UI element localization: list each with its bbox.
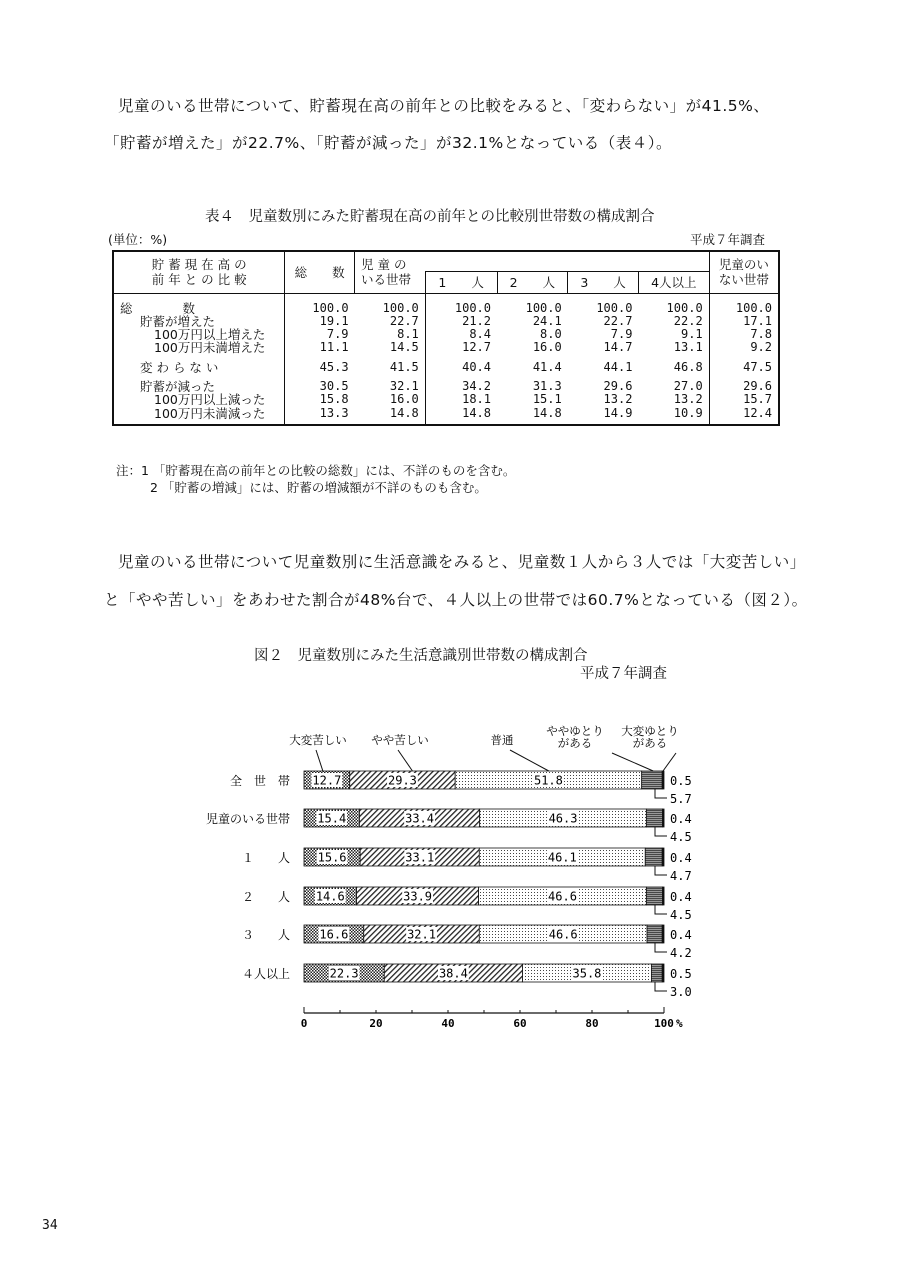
x-tick-label: 20 (369, 1017, 383, 1030)
data-label-very-comfortable: 0.4 (670, 851, 692, 865)
cell-value: 29.6 (603, 378, 633, 393)
page-number: 34 (42, 1218, 58, 1233)
cell-value: 100.0 (285, 293, 355, 315)
data-label: 14.6 (315, 889, 345, 904)
cell-value: 30.5 (285, 374, 355, 393)
paragraph-2-line-1: 児童のいる世帯について児童数別に生活意識をみると、児童数１人から３人では「大変苦しい」 (118, 553, 806, 571)
row-label: 100万円未満増えた (154, 340, 266, 356)
legend-leader-line (612, 753, 653, 771)
cell-value: 12.7 (425, 341, 497, 354)
leader-line (655, 866, 667, 875)
cell-value: 18.1 (425, 393, 497, 406)
paragraph-1-line-1: 児童のいる世帯について、貯蓄現在高の前年との比較をみると、「変わらない」が41.5%、 (118, 97, 770, 115)
table-row (113, 293, 779, 315)
leader-line (655, 905, 667, 914)
cell-value: 12.4 (709, 407, 779, 425)
cell-value: 7.8 (709, 328, 779, 341)
cell-value: 100.0 (525, 300, 562, 315)
cell-value: 9.2 (709, 341, 779, 354)
data-label: 33.9 (403, 889, 433, 904)
bar-segment-4 (646, 887, 662, 905)
cell-value: 22.2 (673, 313, 703, 328)
legend-leader-line (663, 753, 676, 771)
legend-leader-line (510, 750, 549, 771)
cell-value: 24.1 (532, 313, 562, 328)
cell-value: 27.0 (673, 378, 703, 393)
bar-segment-4 (651, 964, 662, 982)
x-tick-label: 60 (513, 1017, 527, 1030)
cell-value: 16.0 (389, 392, 419, 407)
row-label: 総 数 (120, 300, 196, 316)
cell-value: 14.5 (389, 340, 419, 355)
cell-value: 100.0 (709, 293, 779, 315)
data-label: 51.8 (533, 773, 563, 788)
bar-segment-4 (646, 809, 662, 827)
data-label-somewhat-comfortable: 4.2 (670, 946, 692, 960)
cell-value: 9.1 (680, 327, 703, 342)
header-no-children-line-2: ない世帯 (718, 272, 769, 288)
data-label: 12.7 (312, 773, 342, 788)
legend-label-1: 大変苦しい (289, 733, 347, 747)
x-axis-unit: % (676, 1017, 683, 1030)
cell-value: 47.5 (709, 355, 779, 374)
data-label-somewhat-comfortable: 3.0 (670, 985, 692, 999)
row-label: 変 わ ら な い (140, 359, 219, 375)
data-label: 35.8 (572, 966, 602, 981)
cell-value: 15.1 (532, 392, 562, 407)
cell-value: 45.3 (285, 355, 355, 374)
bar-segment-5 (662, 771, 664, 789)
category-label: ４人以上 (241, 967, 290, 981)
data-label-very-comfortable: 0.4 (670, 928, 692, 942)
category-label: １ 人 (241, 851, 290, 865)
cell-value: 21.2 (425, 315, 497, 328)
header-4plus-children: 4人以上 (638, 271, 709, 293)
cell-value: 13.2 (603, 392, 633, 407)
leader-line (655, 827, 667, 836)
x-tick-label: 100 (654, 1017, 674, 1030)
data-label-somewhat-comfortable: 4.5 (670, 830, 692, 844)
category-label: ２ 人 (241, 890, 290, 904)
cell-value: 10.9 (673, 405, 703, 420)
cell-value: 15.8 (285, 393, 355, 406)
cell-value: 41.4 (532, 359, 562, 374)
x-tick-label: 80 (585, 1017, 599, 1030)
data-label: 33.4 (405, 811, 435, 826)
table-note-1: 注：1 「貯蓄現在高の前年との比較の総数」には、不詳のものを含む。 (116, 463, 516, 478)
legend-leader-line (316, 750, 323, 771)
bar-segment-5 (663, 887, 665, 905)
legend-label-2: やや苦しい (371, 733, 429, 747)
cell-value: 13.3 (285, 407, 355, 425)
category-label: 全 世 帯 (229, 774, 290, 788)
header-no-children-line-1: 児童のい (718, 257, 769, 273)
data-label: 15.6 (317, 850, 347, 865)
x-tick-label: 40 (441, 1017, 455, 1030)
legend-label-3: 普通 (490, 733, 514, 747)
bar-segment-4 (647, 925, 662, 943)
leader-line (655, 943, 667, 952)
cell-value: 7.9 (285, 328, 355, 341)
header-no-children (709, 251, 779, 293)
header-category-line-2: 前 年 と の 比 較 (151, 272, 247, 288)
bar-segment-5 (662, 848, 664, 866)
cell-value: 22.7 (603, 313, 633, 328)
table-row (113, 407, 779, 425)
data-label: 38.4 (438, 966, 468, 981)
row-label: 100万円以上減った (154, 392, 266, 408)
cell-value: 34.2 (425, 374, 497, 393)
table-row (113, 374, 779, 393)
living-condition-stacked-bar-chart (0, 700, 906, 1040)
cell-value: 14.8 (532, 405, 562, 420)
cell-value: 40.4 (425, 355, 497, 374)
cell-value: 8.1 (397, 327, 419, 342)
data-label: 15.4 (317, 811, 347, 826)
data-label-very-comfortable: 0.5 (670, 967, 692, 981)
cell-value: 31.3 (532, 378, 562, 393)
header-1-child: 1 人 (425, 271, 497, 293)
data-label: 29.3 (388, 773, 417, 788)
header-children-group (425, 251, 709, 271)
legend-leader-line (398, 750, 412, 771)
cell-value: 29.6 (709, 374, 779, 393)
header-3-children: 3 人 (568, 271, 639, 293)
cell-value: 100.0 (425, 293, 497, 315)
cell-value: 14.8 (425, 407, 497, 425)
header-with-children-line-2: いる世帯 (361, 272, 412, 288)
table-row (113, 355, 779, 374)
table-row (113, 315, 779, 328)
bar-segment-4 (642, 771, 663, 789)
figure-title: 図２ 児童数別にみた生活意識別世帯数の構成割合 (254, 648, 588, 664)
cell-value: 16.0 (532, 340, 562, 355)
data-label-somewhat-comfortable: 4.7 (670, 869, 692, 883)
row-label: 貯蓄が減った (140, 378, 216, 394)
data-label: 46.6 (548, 889, 577, 904)
legend-label-5: 大変ゆとり (621, 724, 679, 738)
cell-value: 14.8 (389, 405, 419, 420)
data-label-somewhat-comfortable: 4.5 (670, 908, 692, 922)
figure-survey-year: 平成７年調査 (580, 666, 667, 682)
cell-value: 13.2 (673, 392, 703, 407)
bar-segment-4 (645, 848, 662, 866)
data-label: 33.1 (405, 850, 435, 865)
cell-value: 46.8 (673, 359, 703, 374)
paragraph-1-line-2: 「貯蓄が増えた」が22.7%、「貯蓄が減った」が32.1%となっている（表４）。 (104, 134, 672, 152)
cell-value: 100.0 (382, 300, 419, 315)
category-label: 児童のいる世帯 (205, 812, 290, 826)
table-note-2: 2 「貯蓄の増減」には、貯蓄の増減額が不詳のものも含む。 (150, 480, 487, 495)
data-label: 32.1 (407, 927, 436, 942)
cell-value: 8.0 (540, 327, 562, 342)
cell-value: 32.1 (389, 378, 419, 393)
table-survey-year: 平成７年調査 (690, 232, 766, 247)
row-label: 貯蓄が増えた (140, 313, 216, 329)
cell-value: 13.1 (673, 340, 703, 355)
cell-value: 15.7 (709, 393, 779, 406)
table-row (113, 341, 779, 354)
data-label: 16.6 (319, 927, 349, 942)
row-label: 100万円未満減った (154, 405, 266, 421)
data-label: 46.3 (548, 811, 578, 826)
cell-value: 14.9 (603, 405, 633, 420)
data-label: 22.3 (329, 966, 359, 981)
data-label-somewhat-comfortable: 5.7 (670, 792, 692, 806)
header-with-children (355, 251, 426, 293)
header-category-line-1: 貯 蓄 現 在 高 の (151, 257, 247, 273)
bar-segment-5 (663, 809, 665, 827)
bar-segment-5 (662, 964, 664, 982)
cell-value: 8.4 (425, 328, 497, 341)
category-label: ３ 人 (241, 928, 290, 942)
cell-value: 100.0 (666, 300, 703, 315)
table-title: 表４ 児童数別にみた貯蓄現在高の前年との比較別世帯数の構成割合 (205, 209, 655, 225)
leader-line (655, 982, 667, 991)
cell-value: 19.1 (285, 315, 355, 328)
data-label: 46.6 (548, 927, 578, 942)
header-with-children-line-1: 児 童 の (361, 257, 407, 273)
data-label: 46.1 (547, 850, 577, 865)
table-row (113, 328, 779, 341)
cell-value: 14.7 (603, 340, 633, 355)
row-label: 100万円以上増えた (154, 327, 266, 343)
data-label-very-comfortable: 0.4 (670, 890, 692, 904)
x-tick-label: 0 (300, 1017, 308, 1030)
header-2-children: 2 人 (497, 271, 568, 293)
cell-value: 44.1 (603, 359, 633, 374)
cell-value: 22.7 (389, 313, 419, 328)
leader-line (655, 789, 667, 798)
paragraph-2-line-2: と「やや苦しい」をあわせた割合が48%台で、４人以上の世帯では60.7%となっている（図２）。 (104, 591, 808, 609)
legend-label-4: がある (557, 736, 593, 750)
table-unit: (単位：%) (108, 232, 168, 247)
cell-value: 11.1 (285, 341, 355, 354)
cell-value: 41.5 (389, 359, 419, 374)
data-label-very-comfortable: 0.5 (670, 774, 692, 788)
bar-segment-5 (662, 925, 664, 943)
cell-value: 17.1 (709, 315, 779, 328)
data-label-very-comfortable: 0.4 (670, 812, 692, 826)
table-row (113, 393, 779, 406)
header-total: 総 数 (285, 251, 355, 293)
legend-label-5: がある (632, 736, 668, 750)
savings-comparison-table (112, 250, 780, 426)
header-category (113, 251, 285, 293)
cell-value: 100.0 (596, 300, 633, 315)
cell-value: 7.9 (610, 327, 633, 342)
legend-label-4: ややゆとり (546, 724, 604, 738)
